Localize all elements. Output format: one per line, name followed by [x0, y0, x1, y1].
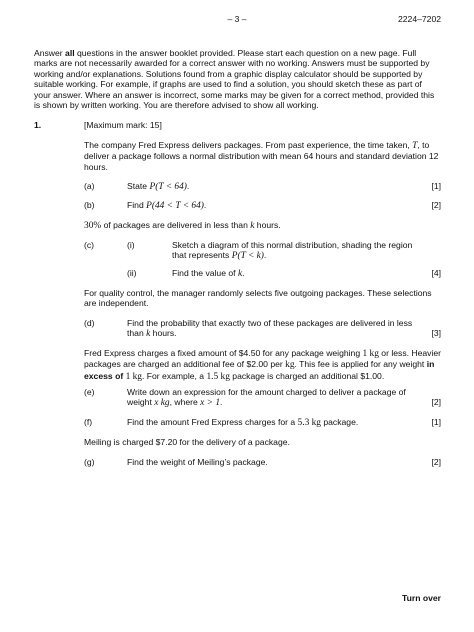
part-a-math: P(T < 64) — [149, 182, 187, 192]
info-30-end: hours. — [254, 220, 281, 230]
question-number: 1. — [34, 120, 42, 130]
charges-a: Fred Express charges a fixed amount of $4.50 for any package weighing — [84, 348, 363, 358]
charges-text — [84, 348, 444, 382]
charges-e: . For example, a — [141, 370, 207, 381]
charges-c: . This fee is applied for any weight — [294, 359, 427, 370]
charges-b: or less. Heavier packages are charged an additional fee of $2.00 per — [84, 348, 442, 370]
part-c-ii-text — [172, 268, 417, 279]
part-b-text — [127, 200, 417, 211]
info-30-text: of packages are delivered in less than — [101, 220, 251, 230]
part-d-marks: [3] — [431, 328, 441, 338]
part-b-end: . — [203, 200, 207, 210]
part-c-marks: [4] — [431, 268, 441, 278]
turn-over-label: Turn over — [402, 593, 441, 603]
instructions-post: questions in the answer booklet provided. Please start each question on a new page. Full marks are not necessarily awarded for a correct answer with no working. Answers must be supported by working and/or explanations. Solutions found from a graphic display calculator should be supported by suitable working. For example, if graphs are used to find a solution, you should sketch these as part of your answer. Where an answer is incorrect, some marks may be given for a correct method, provided this is shown by written working. You are therefore advised to show all working. — [34, 48, 435, 111]
charges-bold: in excess of — [84, 359, 435, 381]
part-e-end: . — [220, 397, 223, 408]
part-c-ii-plain: Find the value of — [172, 268, 236, 278]
part-c-i-plain: Sketch a diagram of this normal distribution, shading the region that represents — [172, 240, 413, 261]
stem-text-a: The company Fred Express delivers packages. From past experience, the time taken, — [84, 140, 410, 150]
stem-text-c: to deliver a package follows a normal distribution with mean 64 hours and standard deviation 12 hours. — [84, 140, 439, 172]
info-30-percent — [84, 220, 444, 231]
part-g-marks: [2] — [431, 457, 441, 467]
instructions — [34, 48, 440, 110]
part-g-text: Find the weight of Meiling’s package. — [127, 457, 268, 467]
part-g-label: (g) — [84, 457, 95, 467]
charges-m1: 1 kg — [362, 349, 379, 359]
part-e-label: (e) — [84, 387, 95, 397]
part-c-ii-label: (ii) — [127, 268, 137, 278]
charges-m2: kg — [285, 360, 295, 371]
part-e-text-a: Write down an expression for the amount charged to deliver a package of — [127, 387, 406, 397]
part-f-text-plain: Find the amount Fred Express charges for a — [127, 417, 296, 427]
part-c-ii-math: k — [237, 269, 243, 279]
question-stem — [84, 140, 444, 172]
part-f-text — [127, 417, 417, 428]
part-b-math: P(44 < T < 64) — [146, 201, 204, 211]
part-f-end: package. — [320, 417, 359, 427]
part-f-label: (f) — [84, 417, 93, 427]
part-c-ii-end: . — [242, 268, 245, 278]
part-d-math: k — [146, 329, 151, 340]
charges-m3: 1 kg — [125, 371, 142, 382]
part-c-i-text — [172, 240, 417, 262]
page-number: – 3 – — [227, 14, 247, 24]
part-e-text-b: weight — [127, 397, 152, 408]
part-d-end: hours. — [150, 328, 177, 339]
paper-code: 2224–7202 — [397, 14, 441, 24]
part-d-text — [127, 318, 417, 340]
part-e-text-c: , where — [169, 397, 198, 408]
part-a-label: (a) — [84, 181, 95, 191]
instructions-pre: Answer — [34, 48, 66, 58]
part-f-marks: [1] — [431, 417, 441, 427]
part-e-marks: [2] — [431, 397, 441, 407]
charges-f: package is charged an additional $1.00. — [229, 370, 385, 381]
part-a-end: . — [186, 181, 190, 191]
part-d-label: (d) — [84, 318, 95, 328]
part-d-text-b: than — [127, 328, 144, 339]
question-max-marks: [Maximum mark: 15] — [84, 120, 162, 130]
part-a-text-plain: State — [127, 181, 148, 191]
part-e-text — [127, 387, 417, 409]
part-b-text-plain: Find — [127, 200, 144, 210]
part-c-label: (c) — [84, 240, 95, 250]
part-d-text-a: Find the probability that exactly two of these packages are delivered in less — [127, 318, 413, 328]
meiling-text: Meiling is charged $7.20 for the delivery of a package. — [84, 437, 290, 447]
part-c-i-label: (i) — [127, 240, 135, 250]
part-e-math-a: x kg — [154, 398, 170, 409]
info-30-k: k — [250, 221, 255, 231]
charges-m4: 1.5 kg — [206, 371, 230, 382]
part-c-i-math: P(T < k) — [231, 251, 264, 262]
instructions-bold: all — [65, 48, 75, 58]
part-c-i-end: . — [263, 250, 267, 261]
stem-text-b: , — [417, 140, 420, 150]
part-e-math-b: x > 1 — [200, 398, 221, 409]
part-f-math: 5.3 kg — [297, 418, 321, 428]
part-b-marks: [2] — [431, 200, 441, 210]
part-b-label: (b) — [84, 200, 95, 210]
part-a-marks: [1] — [431, 181, 441, 191]
part-a-text — [127, 181, 417, 192]
quality-control-text: For quality control, the manager randomly selects five outgoing packages. These selections are independent. — [84, 288, 432, 309]
stem-variable: T — [412, 141, 418, 151]
info-30-math: 30% — [84, 221, 102, 231]
